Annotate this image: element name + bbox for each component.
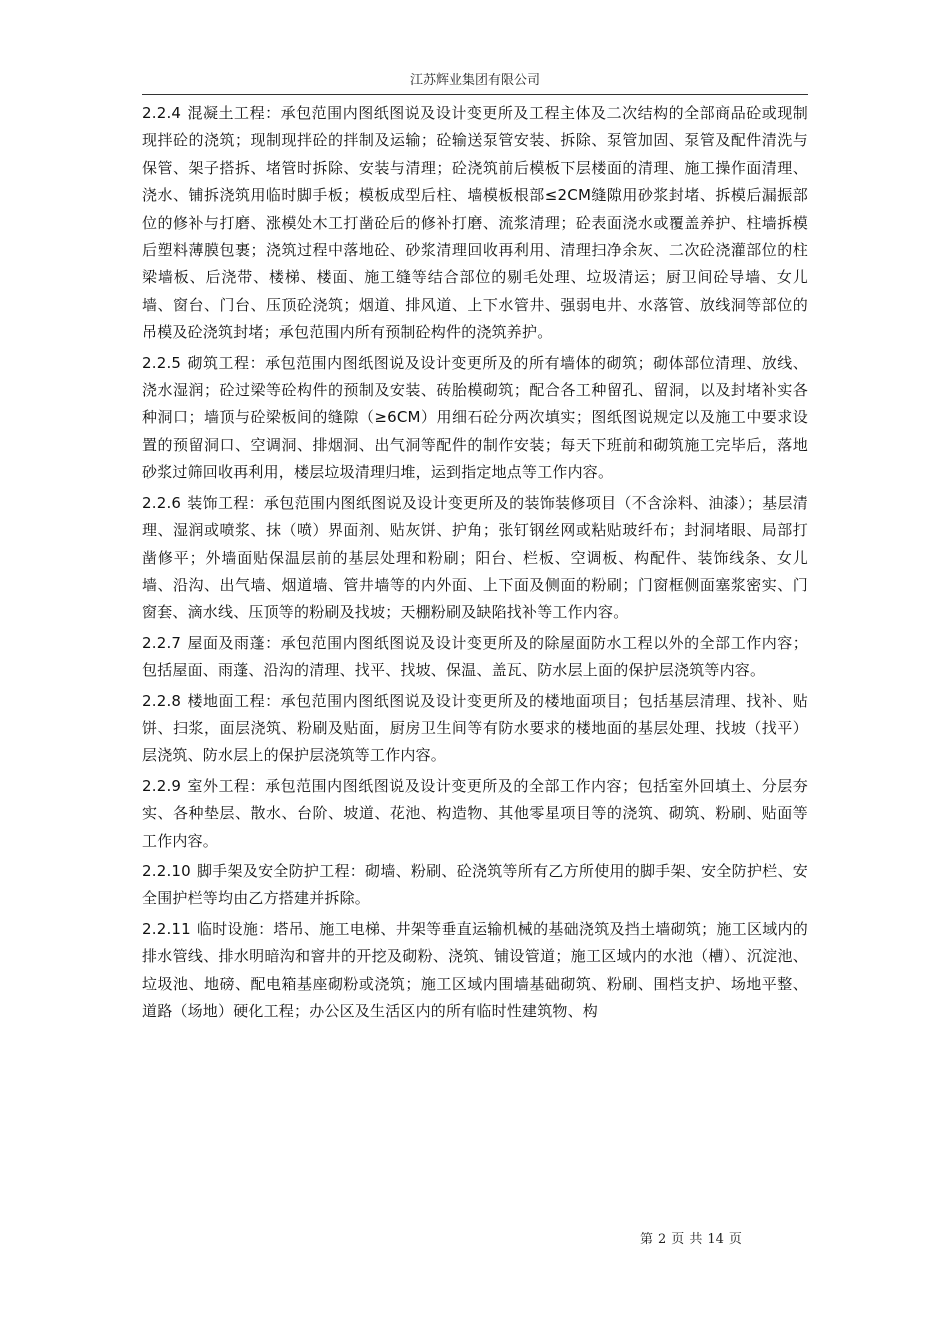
section-2-2-9 (142, 773, 808, 855)
total-pages: 14 (707, 1232, 724, 1247)
section-text: 屋面及雨蓬：承包范围内图纸图说及设计变更所及的除屋面防水工程以外的全部工作内容；包括屋面、雨蓬、沿沟的清理、找平、找坡、保温、盖瓦、防水层上面的保护层浇筑等内容。 (142, 633, 808, 680)
section-text: 室外工程：承包范围内图纸图说及设计变更所及的全部工作内容；包括室外回填土、分层夯实、各种垫层、散水、台阶、坡道、花池、构造物、其他零星项目等的浇筑、砌筑、粉刷、贴面等工作内容。 (142, 776, 808, 850)
header-divider (142, 94, 808, 95)
section-number: 2.2.8 (142, 691, 182, 710)
section-text: 混凝土工程：承包范围内图纸图说及设计变更所及工程主体及二次结构的全部商品砼或现制现拌砼的浇筑；现制现拌砼的拌制及运输；砼输送泵管安装、拆除、泵管加固、泵管及配件清洗与保管、架子搭拆、堵管时拆除、安装与清理；砼浇筑前后模板下层楼面的清理、施工操作面清理、浇水、铺拆浇筑用临时脚手板；模板成型后柱、墙模板根部≤2CM缝隙用砂浆封堵、拆模后漏振部位的修补与打磨、涨模处木工打凿砼后的修补打磨、流浆清理；砼表面浇水或覆盖养护、柱墙拆模后塑料薄膜包裹；浇筑过程中落地砼、砂浆清理回收再利用、清理扫净余灰、二次砼浇灌部位的柱梁墙板、后浇带、楼梯、楼面、施工缝等结合部位的剔毛处理、垃圾清运；厨卫间砼导墙、女儿墙、窗台、门台、压顶砼浇筑；烟道、排风道、上下水管井、强弱电井、水落管、放线洞等部位的吊模及砼浇筑封堵；承包范围内所有预制砼构件的浇筑养护。 (142, 104, 808, 342)
section-number: 2.2.5 (142, 353, 182, 372)
section-2-2-11 (142, 916, 808, 1026)
section-text: 临时设施：塔吊、施工电梯、井架等垂直运输机械的基础浇筑及挡土墙砌筑；施工区域内的排水管线、排水明暗沟和窨井的开挖及砌粉、浇筑、铺设管道；施工区域内的水池（槽）、沉淀池、垃圾池、地磅、配电箱基座砌粉或浇筑；施工区域内围墙基础砌筑、粉刷、围档支护、场地平整、道路（场地）硬化工程；办公区及生活区内的所有临时性建筑物、构 (142, 919, 808, 1020)
total-label: 共 (689, 1232, 703, 1247)
section-number: 2.2.9 (142, 776, 182, 795)
section-2-2-10 (142, 858, 808, 913)
section-number: 2.2.7 (142, 633, 182, 652)
section-2-2-7 (142, 630, 808, 685)
section-2-2-5 (142, 350, 808, 487)
page-header-company: 江苏辉业集团有限公司 (409, 73, 540, 88)
section-2-2-8 (142, 688, 808, 770)
document-body (142, 100, 808, 1028)
section-text: 装饰工程：承包范围内图纸图说及设计变更所及的装饰装修项目（不含涂料、油漆）；基层清理、湿润或喷浆、抹（喷）界面剂、贴灰饼、护角；张钉钢丝网或粘贴玻纤布；封洞堵眼、局部打凿修平；外墙面贴保温层前的基层处理和粉刷；阳台、栏板、空调板、构配件、装饰线条、女儿墙、沿沟、出气墙、烟道墙、管井墙等的内外面、上下面及侧面的粉刷；门窗框侧面塞浆密实、门窗套、滴水线、压顶等的粉刷及找坡；天棚粉刷及缺陷找补等工作内容。 (142, 493, 808, 622)
section-number: 2.2.11 (142, 919, 191, 938)
page-footer (640, 1228, 840, 1247)
total-unit: 页 (728, 1232, 742, 1247)
section-number: 2.2.4 (142, 104, 182, 122)
section-2-2-6 (142, 490, 808, 627)
page-unit: 页 (671, 1232, 685, 1247)
page-label: 第 (640, 1232, 654, 1247)
section-text: 楼地面工程：承包范围内图纸图说及设计变更所及的楼地面项目；包括基层清理、找补、贴饼、扫浆，面层浇筑、粉刷及贴面，厨房卫生间等有防水要求的楼地面的基层处理、找坡（找平）层浇筑、防水层上的保护层浇筑等工作内容。 (142, 691, 808, 765)
section-text: 脚手架及安全防护工程：砌墙、粉刷、砼浇筑等所有乙方所使用的脚手架、安全防护栏、安全围护栏等均由乙方搭建并拆除。 (142, 861, 808, 908)
section-number: 2.2.6 (142, 493, 182, 512)
section-2-2-4 (142, 100, 808, 347)
page-number: 2 (658, 1232, 667, 1247)
section-number: 2.2.10 (142, 861, 191, 880)
section-text: 砌筑工程：承包范围内图纸图说及设计变更所及的所有墙体的砌筑；砌体部位清理、放线、浇水湿润；砼过梁等砼构件的预制及安装、砖胎模砌筑；配合各工种留孔、留洞，以及封堵补实各种洞口；墙顶与砼梁板间的缝隙（≥6CM）用细石砼分两次填实；图纸图说规定以及施工中要求设置的预留洞口、空调洞、排烟洞、出气洞等配件的制作安装；每天下班前和砌筑施工完毕后，落地砂浆过筛回收再利用，楼层垃圾清理归堆，运到指定地点等工作内容。 (142, 353, 808, 482)
